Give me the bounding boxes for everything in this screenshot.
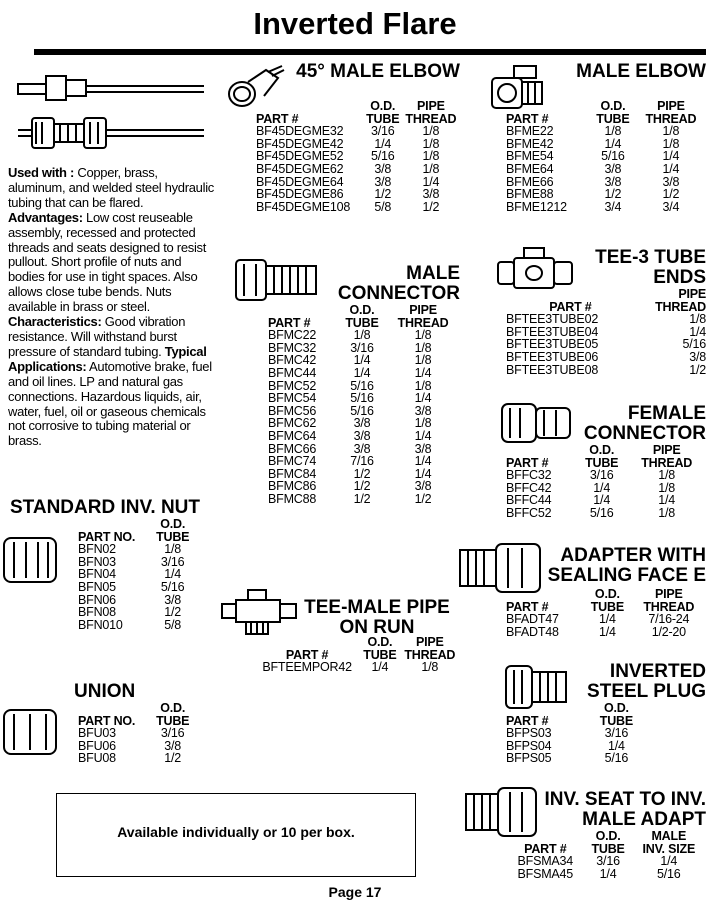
std-nut-rows xyxy=(78,543,194,631)
table-row xyxy=(506,125,706,138)
value-cell: 1/4 xyxy=(164,567,182,582)
value-cell: 1/4 xyxy=(599,866,617,881)
part-number-cell: BFSMA45 xyxy=(517,866,574,881)
part-number-cell: BF45DEGME108 xyxy=(256,199,351,214)
value-cell: 1/4 xyxy=(662,149,680,164)
adapter-table: O.D. PIPE PART # TUBE THREAD BFADT47 1/4 7/16-24 BFADT48 1/4 1/2-20 xyxy=(506,588,706,638)
value-cell: 1/4 xyxy=(689,324,706,339)
part-number-cell: BFN04 xyxy=(78,567,116,582)
part-number-cell: BFADT47 xyxy=(506,612,559,627)
adapter-title xyxy=(546,546,706,586)
table-row xyxy=(268,493,460,506)
value-cell: 1/8 xyxy=(414,378,432,393)
part-number-cell: BFTEE3TUBE08 xyxy=(506,362,599,377)
seat-adapt-title xyxy=(520,790,706,830)
value-cell: 1/2 xyxy=(353,479,371,494)
value-cell: 1/2 xyxy=(374,187,392,202)
tee3-table: PIPE PART # THREAD BFTEE3TUBE02 1/8 BFTEE3TUBE04 1/4 BFTEE3TUBE05 5/16 BFTEE3TUBE06 3/8 BFTEE3TUBE08 1/2 xyxy=(506,287,706,377)
value-cell: 1/4 xyxy=(414,466,432,481)
part-number-cell: BF45DEGME86 xyxy=(256,187,344,202)
value-cell: 5/16 xyxy=(604,751,629,766)
part-number-cell: BFTEE3TUBE05 xyxy=(506,337,599,352)
value-cell: 1/2 xyxy=(689,362,706,377)
value-cell: 1/4 xyxy=(371,660,389,675)
plug-title-2: STEEL PLUG xyxy=(587,681,706,702)
value-cell: 3/8 xyxy=(353,428,371,443)
value-cell: 3/16 xyxy=(160,726,185,741)
tee-male-title xyxy=(294,598,460,638)
table-row xyxy=(268,367,460,380)
male-conn-title-2: CONNECTOR xyxy=(337,283,460,304)
table-row xyxy=(506,188,706,201)
union-table: O.D. PART NO. TUBE BFU03 3/16 BFU06 3/8 BFU08 1/2 xyxy=(78,702,194,765)
value-cell: 3/8 xyxy=(662,174,680,189)
part-number-cell: BFMC66 xyxy=(268,441,317,456)
value-cell: 5/16 xyxy=(350,403,374,418)
value-cell: 1/4 xyxy=(353,353,371,368)
table-row xyxy=(78,752,194,765)
part-number-cell: BFPS04 xyxy=(506,738,552,753)
table-row xyxy=(78,543,194,556)
union-icon xyxy=(0,706,66,758)
tee-male-title-1: TEE-MALE PIPE xyxy=(304,597,450,618)
table-row xyxy=(506,351,706,364)
female-conn-title-2: CONNECTOR xyxy=(583,423,706,444)
value-cell: 1/4 xyxy=(660,854,678,869)
value-cell: 5/16 xyxy=(589,505,614,520)
part-number-cell: BFTEEMPOR42 xyxy=(262,660,352,675)
table-row xyxy=(78,619,194,632)
part-number-cell: BFN010 xyxy=(78,617,123,632)
flare-assembly-icon xyxy=(14,72,209,154)
table-row xyxy=(78,581,194,594)
value-cell: 5/16 xyxy=(682,337,706,352)
value-cell: 3/8 xyxy=(353,416,371,431)
adapter-rows xyxy=(506,613,706,638)
elbow45-title: 45° MALE ELBOW xyxy=(296,61,460,82)
male-conn-title-1: MALE xyxy=(406,263,460,284)
table-row xyxy=(506,469,706,482)
elbow45-table: O.D. PIPE PART # TUBE THREAD BF45DEGME32 3/16 1/8 BF45DEGME42 1/4 1/8 BF45DEGME52 5/16 1/8 BF45DEGME62 3/8 1/8 BF45DEGME64 3/8 1/4 BF45DEGME86 1/2 3/8 BF45DEGME108 5/8 1/2 xyxy=(256,100,460,213)
value-cell: 1/4 xyxy=(658,493,676,508)
value-cell: 5/8 xyxy=(164,617,182,632)
part-number-cell: BF45DEGME32 xyxy=(256,124,344,139)
value-cell: 3/8 xyxy=(414,441,432,456)
male-elbow-title: MALE ELBOW xyxy=(576,61,706,82)
table-row xyxy=(78,606,194,619)
seat-adapt-title-1: INV. SEAT TO INV. xyxy=(544,789,706,810)
tee3-rows xyxy=(506,313,706,376)
value-cell: 1/2 xyxy=(414,491,432,506)
std-nut-table: O.D. PART NO. TUBE BFN02 1/8 BFN03 3/16 BFN04 1/4 BFN05 5/16 BFN06 3/8 BFN08 1/2 BFN010 5/8 xyxy=(78,518,194,631)
part-number-cell: BFME1212 xyxy=(506,199,567,214)
female-conn-table: O.D. PIPE PART # TUBE THREAD BFFC32 3/16 1/8 BFFC42 1/4 1/8 BFFC44 1/4 1/4 BFFC52 5/16 1/8 xyxy=(506,444,706,520)
table-row xyxy=(256,201,460,214)
adapter-title-2: SEALING FACE E xyxy=(547,565,706,586)
table-row xyxy=(506,727,646,740)
male-elbow-rows xyxy=(506,125,706,213)
part-number-cell: BFMC22 xyxy=(268,328,317,343)
tee3-title-2: ENDS xyxy=(653,267,706,288)
table-row xyxy=(506,868,706,881)
value-cell: 1/8 xyxy=(689,312,706,327)
table-row xyxy=(506,507,706,520)
part-number-cell: BFMC56 xyxy=(268,403,317,418)
value-cell: 1/4 xyxy=(414,391,432,406)
value-cell: 1/2 xyxy=(422,199,440,214)
part-number-cell: BFME42 xyxy=(506,136,554,151)
value-cell: 5/16 xyxy=(350,378,374,393)
value-cell: 5/16 xyxy=(601,149,625,164)
value-cell: 5/16 xyxy=(657,866,681,881)
value-cell: 5/16 xyxy=(370,149,395,164)
part-number-cell: BFME22 xyxy=(506,124,554,139)
value-cell: 1/8 xyxy=(604,124,622,139)
part-number-cell: BFMC54 xyxy=(268,391,317,406)
part-number-cell: BFTEE3TUBE04 xyxy=(506,324,599,339)
female-conn-rows xyxy=(506,469,706,519)
part-number-cell: BF45DEGME64 xyxy=(256,174,344,189)
value-cell: 3/4 xyxy=(604,199,622,214)
table-row xyxy=(78,727,194,740)
value-cell: 1/8 xyxy=(658,480,676,495)
value-cell: 1/8 xyxy=(422,136,440,151)
value-cell: 1/4 xyxy=(662,161,680,176)
page-title: Inverted Flare xyxy=(253,6,457,41)
value-cell: 1/8 xyxy=(662,136,680,151)
value-cell: 3/16 xyxy=(589,468,614,483)
value-cell: 1/2-20 xyxy=(651,624,686,639)
part-number-cell: BFADT48 xyxy=(506,624,559,639)
value-cell: 3/8 xyxy=(374,174,392,189)
part-number-cell: BFME64 xyxy=(506,161,554,176)
value-cell: 1/4 xyxy=(422,174,440,189)
part-number-cell: BFMC32 xyxy=(268,340,317,355)
value-cell: 3/16 xyxy=(350,340,374,355)
part-number-cell: BFN03 xyxy=(78,554,116,569)
table-row xyxy=(506,613,706,626)
table-row xyxy=(506,313,706,326)
table-row xyxy=(256,163,460,176)
value-cell: 1/8 xyxy=(662,124,680,139)
part-number-cell: BFFC32 xyxy=(506,468,552,483)
table-row xyxy=(506,364,706,377)
part-number-cell: BFMC86 xyxy=(268,479,317,494)
part-number-cell: BFMC52 xyxy=(268,378,317,393)
value-cell: 5/8 xyxy=(374,199,392,214)
female-conn-title xyxy=(560,404,706,444)
male-conn-title xyxy=(300,264,460,304)
value-cell: 1/4 xyxy=(414,365,432,380)
value-cell: 1/4 xyxy=(593,480,611,495)
part-number-cell: BF45DEGME42 xyxy=(256,136,344,151)
value-cell: 1/2 xyxy=(353,466,371,481)
value-cell: 1/8 xyxy=(422,124,440,139)
seat-adapt-title-2: MALE ADAPT xyxy=(582,809,706,830)
std-nut-title: STANDARD INV. NUT xyxy=(10,497,201,518)
value-cell: 1/4 xyxy=(374,136,392,151)
male-conn-rows xyxy=(268,329,460,505)
value-cell: 3/16 xyxy=(596,854,620,869)
title-rule xyxy=(34,49,706,55)
value-cell: 3/16 xyxy=(370,124,395,139)
elbow45-rows xyxy=(256,125,460,213)
value-cell: 1/2 xyxy=(662,187,680,202)
part-number-cell: BFN02 xyxy=(78,542,116,557)
table-row xyxy=(506,626,706,639)
value-cell: 1/4 xyxy=(608,738,625,753)
part-number-cell: BFN08 xyxy=(78,605,116,620)
value-cell: 3/16 xyxy=(604,726,629,741)
part-number-cell: BFU06 xyxy=(78,738,116,753)
value-cell: 3/8 xyxy=(414,479,432,494)
value-cell: 3/4 xyxy=(662,199,680,214)
value-cell: 1/4 xyxy=(353,365,371,380)
part-number-cell: BFME66 xyxy=(506,174,554,189)
tee-male-table: O.D. PIPE PART # TUBE THREAD BFTEEMPOR42 1/4 1/8 xyxy=(254,636,460,674)
value-cell: 1/2 xyxy=(353,491,371,506)
tee3-title-1: TEE-3 TUBE xyxy=(595,247,706,268)
value-cell: 3/8 xyxy=(374,161,392,176)
page-number: Page 17 xyxy=(328,884,382,900)
value-cell: 1/8 xyxy=(421,660,439,675)
part-number-cell: BFMC62 xyxy=(268,416,317,431)
part-number-cell: BFMC74 xyxy=(268,454,317,469)
value-cell: 1/2 xyxy=(164,605,182,620)
tee-male-rows xyxy=(254,661,460,674)
value-cell: 1/8 xyxy=(414,416,432,431)
plug-rows xyxy=(506,727,646,765)
plug-table: O.D. PART # TUBE BFPS03 3/16 BFPS04 1/4 BFPS05 5/16 xyxy=(506,702,646,765)
part-number-cell: BFPS05 xyxy=(506,751,552,766)
inv-nut-icon xyxy=(0,534,66,586)
value-cell: 3/8 xyxy=(353,441,371,456)
value-cell: 1/4 xyxy=(598,612,616,627)
value-cell: 1/8 xyxy=(658,505,676,520)
value-cell: 1/4 xyxy=(414,428,432,443)
value-cell: 1/4 xyxy=(593,493,611,508)
value-cell: 1/8 xyxy=(658,468,676,483)
value-cell: 1/8 xyxy=(422,149,440,164)
part-number-cell: BFMC42 xyxy=(268,353,317,368)
part-number-cell: BFMC44 xyxy=(268,365,317,380)
value-cell: 1/2 xyxy=(604,187,622,202)
union-title: UNION xyxy=(74,681,136,702)
table-row xyxy=(506,855,706,868)
part-number-cell: BFU03 xyxy=(78,726,116,741)
part-number-cell: BFPS03 xyxy=(506,726,552,741)
value-cell: 7/16 xyxy=(350,454,374,469)
value-cell: 3/8 xyxy=(689,349,706,364)
value-cell: 1/8 xyxy=(414,353,432,368)
part-number-cell: BFFC42 xyxy=(506,480,552,495)
part-number-cell: BFME88 xyxy=(506,187,554,202)
value-cell: 3/8 xyxy=(164,592,182,607)
value-cell: 1/2 xyxy=(164,751,182,766)
value-cell: 1/8 xyxy=(353,328,371,343)
adapter-title-1: ADAPTER WITH xyxy=(560,545,706,566)
part-number-cell: BF45DEGME52 xyxy=(256,149,344,164)
tee-male-icon xyxy=(218,586,302,638)
value-cell: 3/8 xyxy=(422,187,440,202)
value-cell: 1/8 xyxy=(422,161,440,176)
value-cell: 7/16-24 xyxy=(648,612,690,627)
value-cell: 1/8 xyxy=(164,542,182,557)
table-row xyxy=(256,125,460,138)
value-cell: 1/4 xyxy=(598,624,616,639)
part-number-cell: BFMC88 xyxy=(268,491,317,506)
plug-title-1: INVERTED xyxy=(609,661,706,682)
table-row xyxy=(268,430,460,443)
tee-male-title-2: ON RUN xyxy=(339,617,415,638)
value-cell: 1/8 xyxy=(414,340,432,355)
female-conn-title-1: FEMALE xyxy=(627,403,706,424)
part-number-cell: BFMC84 xyxy=(268,466,317,481)
part-number-cell: BFN05 xyxy=(78,579,116,594)
tee3-title xyxy=(560,248,706,288)
part-number-cell: BFSMA34 xyxy=(517,854,574,869)
value-cell: 1/4 xyxy=(604,136,622,151)
male-conn-table: O.D. PIPE PART # TUBE THREAD BFMC22 1/8 1/8 BFMC32 3/16 1/8 BFMC42 1/4 1/8 BFMC44 1/4 1/4 BFMC52 5/16 1/8 BFMC54 5/16 1/4 BFMC56 5/16 3/8 BFMC62 3/8 1/8 BFMC64 3/8 1/4 BFMC66 3/8 3/8 BFMC74 7/16 1/4 BFMC84 1/2 1/4 BFMC86 1/2 3/8 BFMC88 1/2 1/2 xyxy=(268,304,460,506)
part-number-cell: BFFC52 xyxy=(506,505,552,520)
table-row xyxy=(268,455,460,468)
value-cell: 1/4 xyxy=(414,454,432,469)
plug-title xyxy=(580,662,706,702)
table-row xyxy=(268,329,460,342)
notice-text: Available individually or 10 per box. xyxy=(117,824,355,840)
part-number-cell: BFN06 xyxy=(78,592,116,607)
value-cell: 5/16 xyxy=(160,579,185,594)
table-row xyxy=(506,163,706,176)
part-number-cell: BF45DEGME62 xyxy=(256,161,344,176)
value-cell: 3/8 xyxy=(604,174,622,189)
table-row xyxy=(268,392,460,405)
value-cell: 5/16 xyxy=(350,391,374,406)
table-row xyxy=(506,201,706,214)
part-number-cell: BFTEE3TUBE02 xyxy=(506,312,599,327)
value-cell: 3/16 xyxy=(160,554,185,569)
table-row xyxy=(506,752,646,765)
part-number-cell: BFME54 xyxy=(506,149,554,164)
part-number-cell: BFTEE3TUBE06 xyxy=(506,349,599,364)
seat-adapt-rows xyxy=(506,855,706,880)
value-cell: 1/8 xyxy=(414,328,432,343)
part-number-cell: BFMC64 xyxy=(268,428,317,443)
table-row xyxy=(254,661,460,674)
value-cell: 3/8 xyxy=(414,403,432,418)
part-number-cell: BFU08 xyxy=(78,751,116,766)
seat-adapt-table: O.D. MALE PART # TUBE INV. SIZE BFSMA34 3/16 1/4 BFSMA45 1/4 5/16 xyxy=(506,830,706,880)
male-elbow-table: O.D. PIPE PART # TUBE THREAD BFME22 1/8 1/8 BFME42 1/4 1/8 BFME54 5/16 1/4 BFME64 3/8 1/4 BFME66 3/8 3/8 BFME88 1/2 1/2 BFME1212 3/4 3/4 xyxy=(506,100,706,213)
intro-text: Used with : Copper, brass, aluminum, and welded steel hydraulic tubing that can be flared. Advantages: Low cost reuseable assembly, recessed and protected threads and seats designed to resist pullout. Short profile of nuts and bodies for use in tight spaces. Also allows close tube bends. Nuts available in brass or steel. Characteristics: Good vibration resistance. Will withstand burst pressure of standard tubing. Typical Applications: Automotive brake, fuel and oil lines. LP and natural gas connections. Hazardous liquids, air, water, fuel, oil or gaseous chemicals not corrosive to tubing material or brass. xyxy=(8,165,214,449)
union-rows xyxy=(78,727,194,765)
value-cell: 3/8 xyxy=(164,738,182,753)
table-row xyxy=(256,188,460,201)
part-number-cell: BFFC44 xyxy=(506,493,552,508)
value-cell: 3/8 xyxy=(604,161,622,176)
